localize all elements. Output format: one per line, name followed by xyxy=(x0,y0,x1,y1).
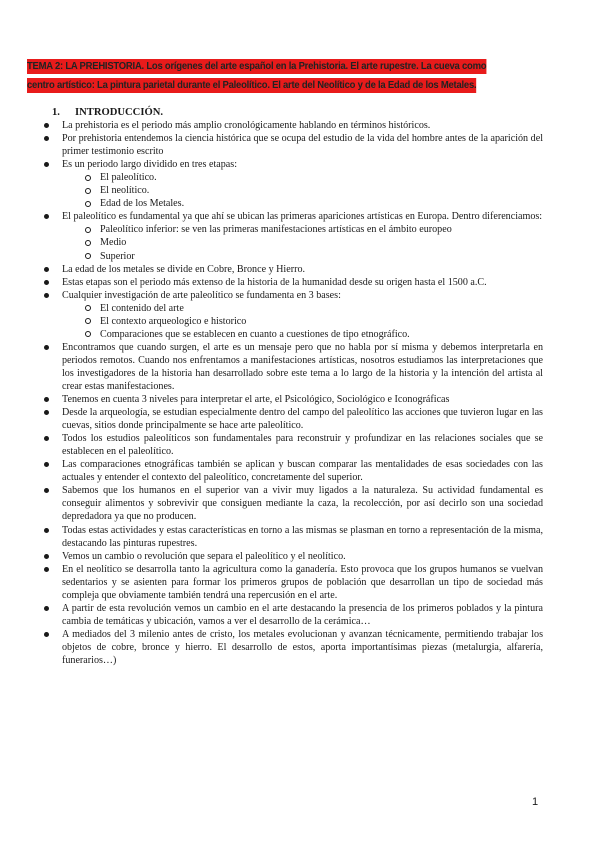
list-item: Por prehistoria entendemos la ciencia histórica que se ocupa del estudio de la vida del hombre antes de la aparición del primer testimonio escrito xyxy=(0,132,543,158)
list-item: Vemos un cambio o revolución que separa el paleolítico y el neolítico. xyxy=(0,550,543,563)
page-number: 1 xyxy=(532,796,539,808)
sub-list-item: Paleolítico inferior: se ven las primeras manifestaciones artísticas en el ámbito europeo xyxy=(0,223,540,236)
list-item: La edad de los metales se divide en Cobre, Bronce y Hierro. xyxy=(0,263,543,276)
sub-list-item: El paleolítico. xyxy=(0,171,540,184)
sub-list-item: El contexto arqueologico e historico xyxy=(0,315,540,328)
sub-list-item: El neolítico. xyxy=(0,184,540,197)
sub-list-item: Edad de los Metales. xyxy=(0,197,540,210)
sub-list-item: Comparaciones que se establecen en cuanto a cuestiones de tipo etnográfico. xyxy=(0,328,540,341)
list-item: Sabemos que los humanos en el superior van a vivir muy ligados a la naturaleza. Su actividad fundamental es conseguir alimentos y sobrevivir que consiguen mediante la caza, la recolección, por así decirlo son una sociedad depredadora ya que no producen. xyxy=(0,484,543,523)
section-heading-text: INTRODUCCIÓN. xyxy=(75,107,163,118)
list-item: Tenemos en cuenta 3 niveles para interpretar el arte, el Psicológico, Sociológico e Iconográficas xyxy=(0,393,543,406)
list-item: Estas etapas son el periodo más extenso de la historia de la humanidad desde su origen hasta el 1500 a.C. xyxy=(0,276,543,289)
list-item: En el neolítico se desarrolla tanto la agricultura como la ganadería. Esto provoca que los grupos humanos se vuelvan sedentarios y se asienten para formar los primeros grupos de población que desarrollan un tipo de sociedad más compleja que obviamente también tendrá una repercusión en el arte. xyxy=(0,563,543,602)
list-item: A mediados del 3 milenio antes de cristo, los metales evolucionan y avanzan técnicamente, permitiendo trabajar los objetos de cobre, bronce y hierro. El desarrollo de estos, aporta importantísimas piezas (metalurgia, alfarería, funerarios…) xyxy=(0,628,543,667)
list-item: Encontramos que cuando surgen, el arte es un mensaje pero que no habla por sí misma y debemos interpretarla en periodos remotos. Cuando nos enfrentamos a manifestaciones artísticas, nosotros estudiamos las interpretaciones que los investigadores de la historia han desarrollado sobre este tema a lo largo de la historia y la intención del artista al crear estas manifestaciones. xyxy=(0,341,543,393)
bullet-list xyxy=(0,119,600,667)
list-item: La prehistoria es el periodo más amplio cronológicamente hablando en términos históricos. xyxy=(0,119,543,132)
list-item: Las comparaciones etnográficas también se aplican y buscan comparar las mentalidades de esas sociedades con las actuales y entender el contexto del paleolítico, concretamente del superior. xyxy=(0,458,543,484)
sub-list-item: Medio xyxy=(0,236,540,249)
title-highlight: TEMA 2: LA PREHISTORIA. Los orígenes del arte español en la Prehistoria. El arte rupestre. La cueva como centro artístico: La pintura parietal durante el Paleolítico. El arte del Neolítico y de la Edad de los Metales. xyxy=(27,61,487,91)
list-item: El paleolítico es fundamental ya que ahí se ubican las primeras apariciones artísticas en Europa. Dentro diferenciamos: xyxy=(0,210,543,223)
list-item: Desde la arqueología, se estudian especialmente dentro del campo del paleolítico las acciones que tuvieron lugar en las cuevas, sitios donde principalmente se hace arte paleolítico. xyxy=(0,406,543,432)
list-item: Es un periodo largo dividido en tres etapas: xyxy=(0,158,543,171)
document-content xyxy=(0,106,600,667)
list-item: Cualquier investigación de arte paleolítico se fundamenta en 3 bases: xyxy=(0,289,543,302)
sub-list-item: El contenido del arte xyxy=(0,302,540,315)
list-item: Todas estas actividades y estas características en torno a las mismas se plasman en torno a representación de la misma, destacando las pinturas rupestres. xyxy=(0,524,543,550)
section-heading xyxy=(0,106,600,119)
document-title xyxy=(27,57,508,95)
section-number: 1. xyxy=(52,107,60,118)
sub-list-item: Superior xyxy=(0,250,540,263)
list-item: Todos los estudios paleolíticos son fundamentales para reconstruir y profundizar en las relaciones sociales que se establecen en el paleolítico. xyxy=(0,432,543,458)
list-item: A partir de esta revolución vemos un cambio en el arte destacando la presencia de los primeros poblados y la pintura cambia de temáticas y ubicación, vamos a ver el desarrollo de la cerámica… xyxy=(0,602,543,628)
